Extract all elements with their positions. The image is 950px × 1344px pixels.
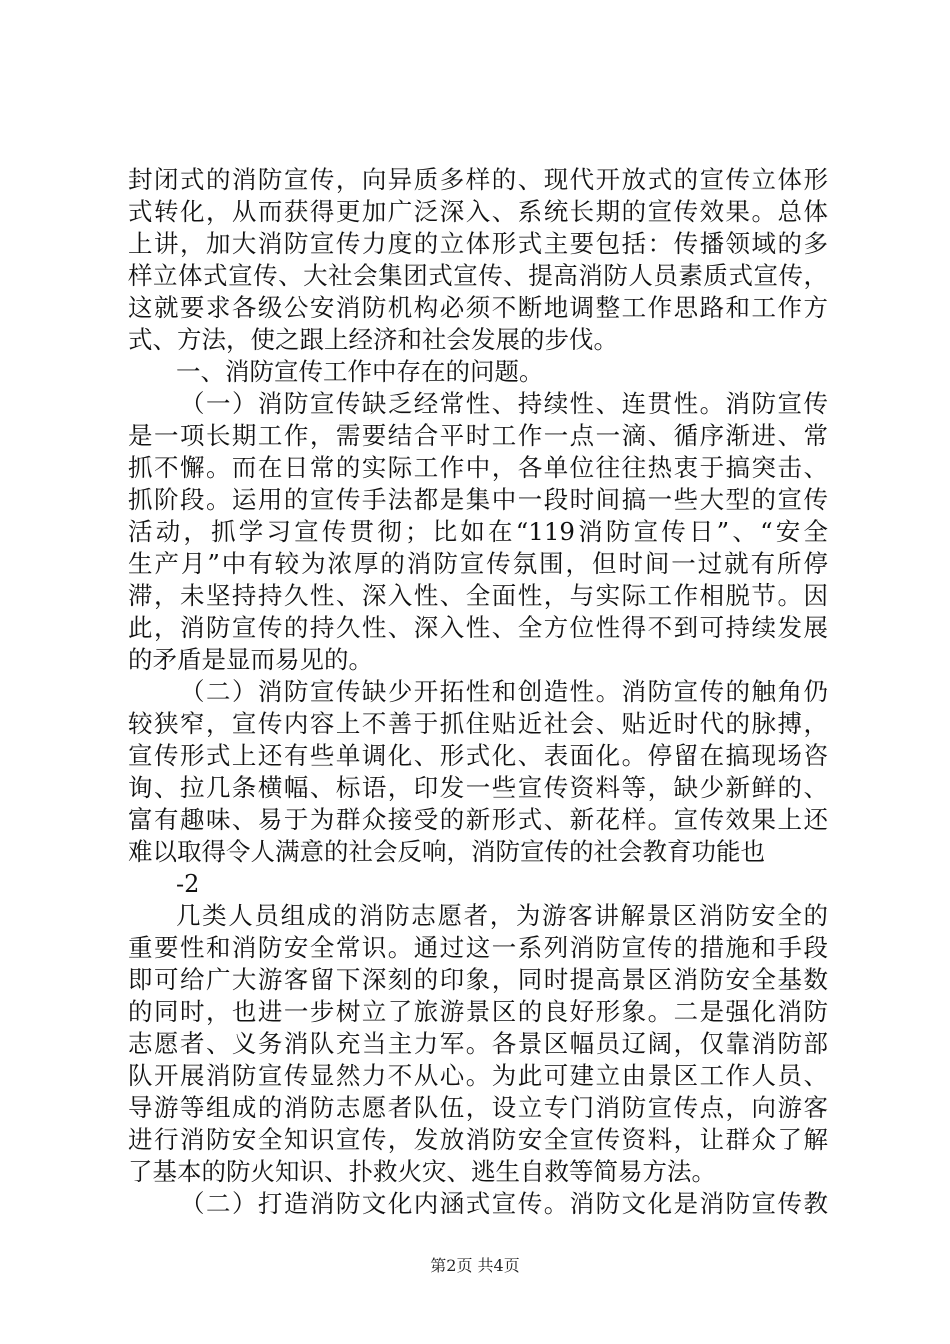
text-line: 几类人员组成的消防志愿者，为游客讲解景区消防安全的 [176, 901, 828, 930]
text-line: （二）消防宣传缺少开拓性和创造性。消防宣传的触角仍 [180, 677, 828, 706]
text-line: 是一项长期工作，需要结合平时工作一点一滴、循序渐进、常 [128, 421, 828, 450]
text-line: 的同时，也进一步树立了旅游景区的良好形象。二是强化消防 [128, 997, 828, 1026]
page-marker: -2 [176, 870, 200, 898]
text-line: 难以取得令人满意的社会反响，消防宣传的社会教育功能也 [128, 837, 765, 866]
text-line: 导游等组成的消防志愿者队伍，设立专门消防宣传点，向游客 [128, 1093, 828, 1122]
text-line: 询、拉几条横幅、标语，印发一些宣传资料等，缺少新鲜的、 [128, 773, 828, 802]
text-line: 较狭窄，宣传内容上不善于抓住贴近社会、贴近时代的脉搏， [128, 709, 828, 738]
text-line: 生产月”中有较为浓厚的消防宣传氛围，但时间一过就有所停 [128, 549, 828, 578]
text-line: 一、消防宣传工作中存在的问题。 [176, 357, 544, 386]
text-line: 样立体式宣传、大社会集团式宣传、提高消防人员素质式宣传， [128, 261, 828, 290]
text-line: 队开展消防宣传显然力不从心。为此可建立由景区工作人员、 [128, 1061, 828, 1090]
text-line: 即可给广大游客留下深刻的印象，同时提高景区消防安全基数 [128, 965, 828, 994]
text-line: （一）消防宣传缺乏经常性、持续性、连贯性。消防宣传 [180, 389, 828, 418]
text-line: 的矛盾是显而易见的。 [128, 645, 373, 674]
text-line: 上讲，加大消防宣传力度的立体形式主要包括：传播领域的多 [128, 229, 828, 258]
text-line: 式转化，从而获得更加广泛深入、系统长期的宣传效果。总体 [128, 197, 828, 226]
text-line: 活动，抓学习宣传贯彻；比如在“119消防宣传日”、“安全 [128, 517, 828, 546]
text-line: 此，消防宣传的持久性、深入性、全方位性得不到可持续发展 [128, 613, 828, 642]
text-line: 了基本的防火知识、扑救火灾、逃生自救等简易方法。 [128, 1157, 716, 1186]
text-line: 抓不懈。而在日常的实际工作中，各单位往往热衷于搞突击、 [128, 453, 828, 482]
text-line: 式、方法，使之跟上经济和社会发展的步伐。 [128, 325, 618, 354]
text-line: 宣传形式上还有些单调化、形式化、表面化。停留在搞现场咨 [128, 741, 828, 770]
page-footer: 第2页 共4页 [430, 1256, 520, 1275]
text-line: （二）打造消防文化内涵式宣传。消防文化是消防宣传教 [180, 1189, 828, 1218]
text-line: 重要性和消防安全常识。通过这一系列消防宣传的措施和手段 [128, 933, 828, 962]
text-line: 这就要求各级公安消防机构必须不断地调整工作思路和工作方 [128, 293, 828, 322]
text-line: 封闭式的消防宣传，向异质多样的、现代开放式的宣传立体形 [128, 165, 828, 194]
text-line: 抓阶段。运用的宣传手法都是集中一段时间搞一些大型的宣传 [128, 485, 828, 514]
text-line: 志愿者、义务消队充当主力军。各景区幅员辽阔，仅靠消防部 [128, 1029, 828, 1058]
document-body [128, 164, 828, 1220]
text-line: 滞，未坚持持久性、深入性、全面性，与实际工作相脱节。因 [128, 581, 828, 610]
text-line: 进行消防安全知识宣传，发放消防安全宣传资料，让群众了解 [128, 1125, 828, 1154]
text-line: 富有趣味、易于为群众接受的新形式、新花样。宣传效果上还 [128, 805, 828, 834]
